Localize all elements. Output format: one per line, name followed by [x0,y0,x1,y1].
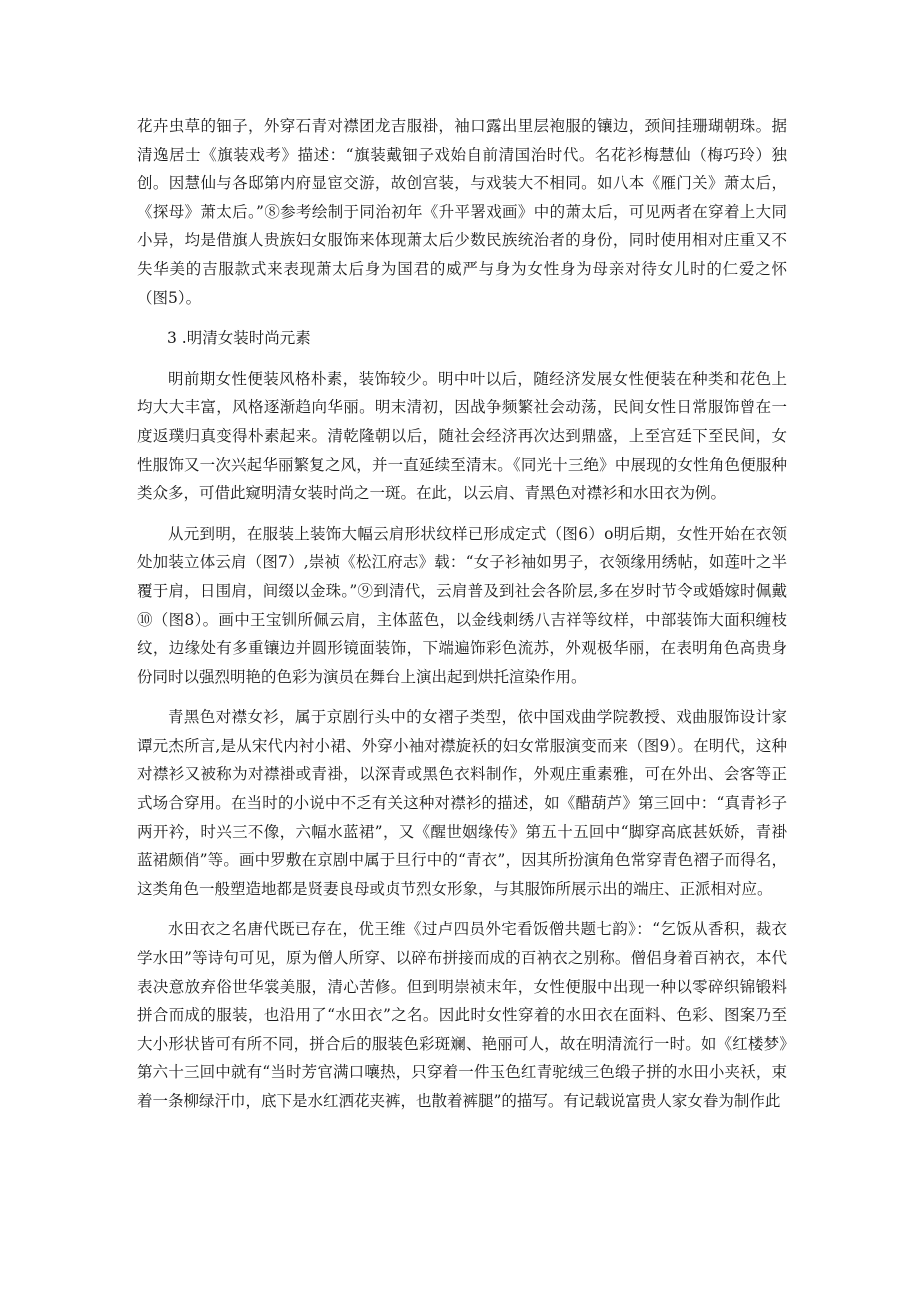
paragraph-1: 花卉虫草的钿子，外穿石青对襟团龙吉服褂，袖口露出里层袍服的镶边，颈间挂珊瑚朝珠。据清逸居士《旗装戏考》描述：“旗装戴钿子戏始自前清国治时代。名花衫梅慧仙（梅巧玲）独创。因慧仙与各邸第内府显宦交游，故创宫装，与戏装大不相同。如八本《雁门关》萧太后，《探母》萧太后。”⑧参考绘制于同治初年《升平署戏画》中的萧太后，可见两者在穿着上大同小异，均是借旗人贵族妇女服饰来体现萧太后少数民族统治者的身份，同时使用相对庄重又不失华美的吉服款式来表现萧太后身为国君的威严与身为女性身为母亲对待女儿时的仁爱之怀（图5）。 [137,117,787,307]
paragraph-2: 明前期女性便装风格朴素，装饰较少。明中叶以后，随经济发展女性便装在种类和花色上均大大丰富，风格逐渐趋向华丽。明末清初，因战争频繁社会动荡，民间女性日常服饰曾在一度返璞归真变得朴素起来。清乾隆朝以后，随社会经济再次达到鼎盛，上至宫廷下至民间，女性服饰又一次兴起华丽繁复之风，并一直延续至清末。《同光十三绝》中展现的女性角色便服种类众多，可借此窥明清女装时尚之一斑。在此，以云肩、青黑色对襟衫和水田衣为例。 [137,369,787,503]
document-body [137,112,787,1128]
section-heading: 3 .明清女装时尚元素 [167,329,311,348]
paragraph-3: 从元到明，在服装上装饰大幅云肩形状纹样已形成定式（图6）o明后期，女性开始在衣领处加装立体云肩（图7）,崇祯《松江府志》载：“女子衫袖如男子，衣领缘用绣帖，如莲叶之半覆于肩，日围肩，间缀以金珠。”⑨到清代，云肩普及到社会各阶层,多在岁时节令或婚嫁时佩戴⑩（图8）。画中王宝钏所佩云肩，主体蓝色，以金线刺绣八吉祥等纹样，中部装饰大面积缠枝纹，边缘处有多重镶边并圆形镜面装饰，下端遍饰彩色流苏，外观极华丽，在表明角色高贵身份同时以强烈明艳的色彩为演员在舞台上演出起到烘托渲染作用。 [137,524,787,686]
paragraph-5: 水田衣之名唐代既已存在，优王维《过卢四员外宅看饭僧共题七韵》：“乞饭从香积，裁衣学水田”等诗句可见，原为僧人所穿、以碎布拼接而成的百衲衣之别称。僧侣身着百衲衣，本代表决意放弃俗世华裳美服，清心苦修。但到明崇祯末年，女性便服中出现一种以零碎织锦锻料拼合而成的服装，也沿用了“水田衣”之名。因此时女性穿着的水田衣在面料、色彩、图案乃至大小形状皆可有所不同，拼合后的服装色彩斑斓、艳丽可人，故在明清流行一时。如《红楼梦》第六十三回中就有“当时芳官满口嚷热，只穿着一件玉色红青驼绒三色缎子拼的水田小夹袄，束着一条柳绿汗巾，底下是水红洒花夹裤，也散着裤腿”的描写。有记载说富贵人家女眷为制作此 [137,920,787,1110]
paragraph-4: 青黑色对襟女衫，属于京剧行头中的女褶子类型，依中国戏曲学院教授、戏曲服饰设计家谭元杰所言,是从宋代内衬小裙、外穿小袖对襟旋袄的妇女常服演变而来（图9）。在明代，这种对襟衫又被称为对襟褂或青褂，以深青或黑色衣料制作，外观庄重素雅，可在外出、会客等正式场合穿用。在当时的小说中不乏有关这种对襟衫的描述，如《醋葫芦》第三回中：“真青衫子两开衿，时兴三不像，六幅水蓝裙”，又《醒世姻缘传》第五十五回中“脚穿高底甚妖娇，青褂蓝裙颇俏”等。画中罗敷在京剧中属于旦行中的“青衣”，因其所扮演角色常穿青色褶子而得名，这类角色一般塑造地都是贤妻良母或贞节烈女形象，与其服饰所展示出的端庄、正派相对应。 [137,708,787,898]
